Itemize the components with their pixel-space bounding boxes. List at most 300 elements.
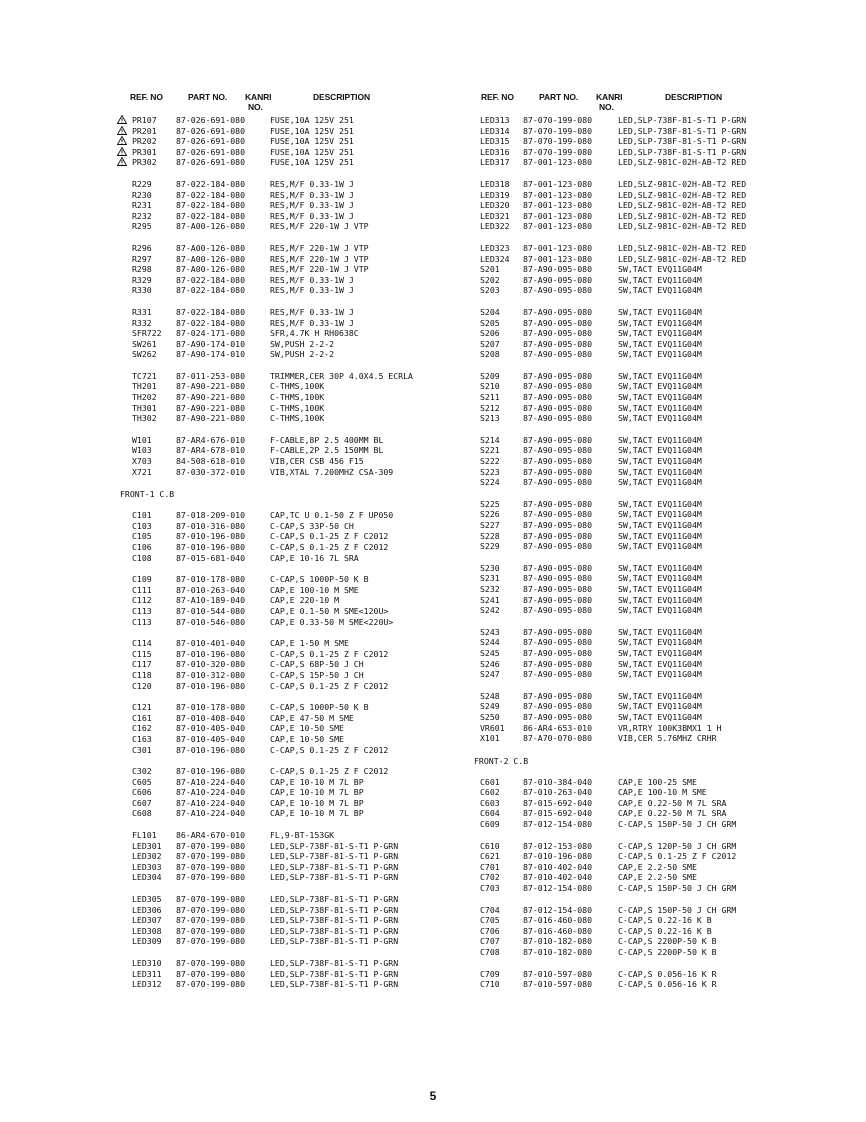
ref-no: S241 <box>480 594 500 605</box>
part-no: 87-010-405-040 <box>176 733 246 744</box>
description: C-CAP,S 0.1-25 Z F C2012 <box>270 766 389 777</box>
header-kanri: KANRI <box>596 92 623 102</box>
ref-no: R297 <box>132 253 152 264</box>
parts-row <box>108 542 438 553</box>
part-no: 87-016-460-080 <box>523 925 593 936</box>
parts-row <box>478 243 788 254</box>
ref-no: LED318 <box>480 178 510 189</box>
description: CAP,E 0.22-50 M 7L SRA <box>618 808 727 819</box>
ref-no: S243 <box>480 626 500 637</box>
description: RES,M/F 0.33-1W J <box>270 274 354 285</box>
section-heading: FRONT-2 C.B <box>474 755 529 766</box>
ref-no: C103 <box>132 520 152 531</box>
parts-group <box>478 691 788 744</box>
section-heading: FRONT-1 C.B <box>120 489 175 500</box>
parts-row <box>478 499 788 510</box>
description: LED,SLP-738F-81-S-T1 P-GRN <box>618 115 747 125</box>
ref-no: S228 <box>480 530 500 541</box>
parts-row <box>108 638 438 649</box>
part-no: 87-010-320-080 <box>176 659 246 670</box>
parts-row <box>108 681 438 692</box>
parts-group <box>478 969 788 990</box>
part-no: 87-010-597-080 <box>523 968 593 979</box>
description: CAP,E 10-10 M 7L BP <box>270 797 364 808</box>
description: SW,TACT EVQ11G04M <box>618 498 702 509</box>
ref-no: R295 <box>132 221 152 232</box>
ref-no: C120 <box>132 680 152 691</box>
ref-no: S229 <box>480 541 500 552</box>
parts-row <box>478 915 788 926</box>
part-no: 87-A90-221-080 <box>176 392 246 403</box>
description: CAP,E 10-16 7L SRA <box>270 552 359 563</box>
part-no: 87-022-184-080 <box>176 274 246 285</box>
parts-row <box>108 413 438 424</box>
part-no: 87-010-408-040 <box>176 712 246 723</box>
parts-row <box>478 723 788 734</box>
description: CAP,E 10-10 M 7L BP <box>270 808 364 819</box>
ref-no: C702 <box>480 872 500 883</box>
description: LED,SLZ-981C-02H-AB-T2 RED <box>618 210 747 221</box>
description: SW,TACT EVQ11G04M <box>618 530 702 541</box>
parts-row <box>478 926 788 937</box>
description: RES,M/F 0.33-1W J <box>270 306 354 317</box>
part-no: 87-070-199-080 <box>176 915 246 926</box>
description: C-CAP,S 0.1-25 Z F C2012 <box>270 542 389 552</box>
parts-row <box>478 777 788 788</box>
part-no: 87-A90-221-080 <box>176 402 246 413</box>
ref-no: S227 <box>480 520 500 530</box>
parts-row <box>478 669 788 680</box>
parts-row <box>478 318 788 329</box>
ref-no: LED307 <box>132 915 162 926</box>
description: RES,M/F 220-1W J VTP <box>270 264 369 275</box>
ref-no: S247 <box>480 669 500 680</box>
part-no: 87-070-199-080 <box>523 146 593 157</box>
parts-row <box>108 734 438 745</box>
ref-no: TH202 <box>132 392 157 403</box>
part-no: 87-A90-095-080 <box>523 328 593 339</box>
description: LED,SLP-738F-81-S-T1 P-GRN <box>270 979 399 990</box>
description: LED,SLP-738F-81-S-T1 P-GRN <box>270 872 399 883</box>
part-no: 87-010-196-080 <box>523 851 593 862</box>
ref-no: S231 <box>480 573 500 584</box>
ref-no: S205 <box>480 317 500 328</box>
part-no: 87-A90-095-080 <box>523 530 593 541</box>
part-no: 87-010-178-080 <box>176 702 246 713</box>
part-no: 87-A90-095-080 <box>523 264 593 275</box>
parts-row <box>108 211 438 222</box>
description: SW,TACT EVQ11G04M <box>618 349 702 360</box>
part-no: 87-026-691-080 <box>176 115 246 125</box>
parts-row <box>478 136 788 147</box>
description: CAP,E 10-10 M 7L BP <box>270 776 364 787</box>
parts-row <box>478 126 788 137</box>
parts-row <box>478 969 788 980</box>
ref-no: LED306 <box>132 904 162 915</box>
part-no: 87-010-401-040 <box>176 638 246 649</box>
part-no: 87-001-123-080 <box>523 200 593 211</box>
right-parts-list <box>474 115 788 990</box>
left-table-header <box>108 89 438 115</box>
ref-no: R298 <box>132 264 152 275</box>
description: SW,TACT EVQ11G04M <box>618 541 702 552</box>
description: RES,M/F 0.33-1W J <box>270 210 354 221</box>
ref-no: S225 <box>480 498 500 509</box>
description: SW,TACT EVQ11G04M <box>618 413 702 424</box>
ref-no: C117 <box>132 659 152 670</box>
parts-row <box>108 808 438 819</box>
description: CAP,E 10-50 SME <box>270 723 344 734</box>
description: FL,9-BT-153GK <box>270 830 335 841</box>
ref-no: C707 <box>480 936 500 947</box>
part-no: 87-022-184-080 <box>176 178 246 189</box>
parts-group <box>108 894 438 947</box>
ref-no: S221 <box>480 445 500 456</box>
ref-no: S214 <box>480 434 500 445</box>
part-no: 87-A90-095-080 <box>523 711 593 722</box>
ref-no: C703 <box>480 883 500 894</box>
description: SFR,4.7K H RH0638C <box>270 328 359 339</box>
parts-row <box>478 147 788 158</box>
parts-group <box>478 371 788 424</box>
parts-row <box>108 115 438 126</box>
ref-no: C105 <box>132 531 152 542</box>
part-no: 87-010-546-080 <box>176 616 246 627</box>
parts-row <box>108 318 438 329</box>
part-no: 87-001-123-080 <box>523 189 593 200</box>
parts-row <box>478 819 788 830</box>
ref-no: LED302 <box>132 851 162 862</box>
part-no: 87-001-123-080 <box>523 253 593 264</box>
description: C-CAP,S 33P-50 CH <box>270 520 354 531</box>
description: SW,TACT EVQ11G04M <box>618 477 702 488</box>
ref-no: S244 <box>480 637 500 648</box>
part-no: 87-022-184-080 <box>176 200 246 211</box>
description: FUSE,10A 125V 251 <box>270 125 354 136</box>
parts-row <box>478 254 788 265</box>
parts-row <box>478 595 788 606</box>
part-no: 87-A90-095-080 <box>523 541 593 552</box>
part-no: 87-010-196-080 <box>176 680 246 691</box>
parts-row <box>108 371 438 382</box>
part-no: 87-010-316-080 <box>176 520 246 531</box>
header-kanri-no: NO. <box>599 102 614 112</box>
description: C-CAP,S 0.1-25 Z F C2012 <box>270 648 389 659</box>
part-no: 87-026-691-080 <box>176 136 246 147</box>
description: SW,TACT EVQ11G04M <box>618 264 702 275</box>
description: LED,SLZ-981C-02H-AB-T2 RED <box>618 242 747 253</box>
parts-row <box>478 190 788 201</box>
description: CAP,E 1-50 M SME <box>270 638 349 649</box>
part-no: 87-A90-095-080 <box>523 413 593 424</box>
description: SW,TACT EVQ11G04M <box>618 637 702 648</box>
parts-row <box>478 659 788 670</box>
ref-no: C606 <box>132 787 152 798</box>
parts-group <box>478 841 788 894</box>
ref-no: LED324 <box>480 253 510 264</box>
part-no: 87-A10-189-040 <box>176 595 246 606</box>
parts-row <box>478 648 788 659</box>
ref-no: W101 <box>132 434 152 445</box>
description: SW,TACT EVQ11G04M <box>618 594 702 605</box>
ref-no: R229 <box>132 178 152 189</box>
parts-row <box>108 574 438 585</box>
parts-row <box>108 670 438 681</box>
parts-row <box>478 733 788 744</box>
ref-no: R329 <box>132 274 152 285</box>
ref-no: SW261 <box>132 338 157 349</box>
parts-group <box>108 702 438 755</box>
ref-no: C112 <box>132 595 152 606</box>
ref-no: S202 <box>480 274 500 285</box>
description: LED,SLP-738F-81-S-T1 P-GRN <box>270 968 399 979</box>
parts-group <box>478 777 788 830</box>
parts-group <box>478 435 788 488</box>
parts-row <box>108 926 438 937</box>
parts-group <box>108 766 438 819</box>
ref-no: X101 <box>480 733 500 744</box>
parts-row <box>478 211 788 222</box>
ref-no: LED316 <box>480 146 510 157</box>
description: CAP,E 2.2-50 SME <box>618 872 697 883</box>
parts-row <box>478 851 788 862</box>
part-no: 87-010-178-080 <box>176 574 246 585</box>
description: SW,TACT EVQ11G04M <box>618 338 702 349</box>
ref-no: VR601 <box>480 722 505 733</box>
description: RES,M/F 0.33-1W J <box>270 189 354 200</box>
ref-no: LED323 <box>480 242 510 253</box>
ref-no: C710 <box>480 979 500 990</box>
part-no: 87-010-597-080 <box>523 979 593 990</box>
right-parts-column <box>474 89 788 1001</box>
part-no: 87-001-123-080 <box>523 210 593 221</box>
part-no: 87-018-209-010 <box>176 510 246 521</box>
parts-group <box>478 179 788 232</box>
description: LED,SLP-738F-81-S-T1 P-GRN <box>270 915 399 926</box>
description: LED,SLP-738F-81-S-T1 P-GRN <box>618 146 747 157</box>
part-no: 87-012-154-080 <box>523 883 593 894</box>
description: C-CAP,S 0.22-16 K B <box>618 915 712 926</box>
description: SW,TACT EVQ11G04M <box>618 456 702 467</box>
description: CAP,E 0.1-50 M SME<120U> <box>270 605 389 616</box>
parts-row <box>108 254 438 265</box>
parts-row <box>478 979 788 990</box>
ref-no: R230 <box>132 189 152 200</box>
ref-no: S208 <box>480 349 500 360</box>
description: LED,SLZ-981C-02H-AB-T2 RED <box>618 253 747 264</box>
parts-row <box>108 147 438 158</box>
left-parts-list <box>108 115 438 990</box>
description: CAP,E 2.2-50 SME <box>618 861 697 872</box>
description: RES,M/F 220-1W J VTP <box>270 242 369 253</box>
parts-row <box>108 445 438 456</box>
parts-row <box>478 115 788 126</box>
parts-row <box>108 403 438 414</box>
parts-row <box>108 585 438 596</box>
parts-row <box>108 862 438 873</box>
parts-row <box>478 841 788 852</box>
description: SW,TACT EVQ11G04M <box>618 605 702 616</box>
part-no: 87-A90-095-080 <box>523 669 593 680</box>
part-no: 84-508-618-010 <box>176 456 246 467</box>
parts-row <box>108 467 438 478</box>
description: LED,SLZ-981C-02H-AB-T2 RED <box>618 200 747 211</box>
parts-row <box>478 477 788 488</box>
description: C-CAP,S 150P-50 J CH GRM <box>618 819 737 830</box>
ref-no: C704 <box>480 904 500 915</box>
parts-row <box>478 179 788 190</box>
description: VIB,CER 5.76MHZ CRHR <box>618 733 717 744</box>
parts-row <box>478 445 788 456</box>
ref-no: LED320 <box>480 200 510 211</box>
ref-no: C609 <box>480 819 500 830</box>
part-no: 87-070-199-080 <box>523 125 593 136</box>
header-ref-no: REF. NO <box>481 92 514 102</box>
part-no: 87-010-402-040 <box>523 861 593 872</box>
ref-no: SFR722 <box>132 328 162 339</box>
description: C-CAP,S 1000P-50 K B <box>270 702 369 713</box>
ref-no: C603 <box>480 797 500 808</box>
description: LED,SLP-738F-81-S-T1 P-GRN <box>270 851 399 862</box>
part-no: 87-026-691-080 <box>176 146 246 157</box>
description: LED,SLP-738F-81-S-T1 P-GRN <box>618 125 747 136</box>
part-no: 87-015-692-040 <box>523 797 593 808</box>
ref-no: C607 <box>132 797 152 808</box>
part-no: 87-A90-095-080 <box>523 594 593 605</box>
ref-no: C602 <box>480 787 500 798</box>
description: SW,TACT EVQ11G04M <box>618 690 702 701</box>
part-no: 87-070-199-080 <box>176 936 246 947</box>
part-no: 87-026-691-080 <box>176 125 246 136</box>
ref-no: LED309 <box>132 936 162 947</box>
part-no: 87-016-460-080 <box>523 915 593 926</box>
parts-row <box>478 264 788 275</box>
parts-row <box>478 371 788 382</box>
parts-row <box>478 435 788 446</box>
parts-row <box>108 659 438 670</box>
header-kanri: KANRI <box>245 92 272 102</box>
description: SW,TACT EVQ11G04M <box>618 274 702 285</box>
parts-row <box>108 936 438 947</box>
ref-no: LED308 <box>132 925 162 936</box>
description: LED,SLP-738F-81-S-T1 P-GRN <box>270 894 399 905</box>
ref-no: R232 <box>132 210 152 221</box>
parts-row <box>108 872 438 883</box>
description: SW,TACT EVQ11G04M <box>618 381 702 392</box>
description: SW,TACT EVQ11G04M <box>618 509 702 520</box>
description: FUSE,10A 125V 251 <box>270 157 354 168</box>
part-no: 87-010-384-040 <box>523 776 593 787</box>
part-no: 87-A90-095-080 <box>523 477 593 488</box>
header-description: DESCRIPTION <box>665 92 722 102</box>
part-no: 87-A90-095-080 <box>523 381 593 392</box>
description: LED,SLZ-981C-02H-AB-T2 RED <box>618 157 747 168</box>
description: SW,TACT EVQ11G04M <box>618 392 702 403</box>
ref-no: C101 <box>132 510 152 521</box>
part-no: 87-A90-095-080 <box>523 573 593 584</box>
part-no: 86-AR4-653-010 <box>523 722 593 733</box>
description: FUSE,10A 125V 251 <box>270 115 354 125</box>
description: C-THMS,100K <box>270 402 325 413</box>
ref-no: LED314 <box>480 125 510 136</box>
description: FUSE,10A 125V 251 <box>270 146 354 157</box>
parts-row <box>478 467 788 478</box>
part-no: 87-A90-174-010 <box>176 349 246 360</box>
parts-row <box>108 787 438 798</box>
description: FUSE,10A 125V 251 <box>270 136 354 147</box>
parts-row <box>108 649 438 660</box>
ref-no: LED312 <box>132 979 162 990</box>
ref-no: SW262 <box>132 349 157 360</box>
parts-row <box>478 456 788 467</box>
part-no: 87-070-199-080 <box>176 861 246 872</box>
part-no: 87-A90-095-080 <box>523 306 593 317</box>
ref-no: PR301 <box>132 146 157 157</box>
header-part-no: PART NO. <box>539 92 579 102</box>
part-no: 87-A00-126-080 <box>176 253 246 264</box>
ref-no: S204 <box>480 306 500 317</box>
part-no: 87-AR4-676-010 <box>176 434 246 445</box>
ref-no: C161 <box>132 712 152 723</box>
description: C-CAP,S 2200P-50 K B <box>618 947 717 957</box>
parts-row <box>108 243 438 254</box>
ref-no: S223 <box>480 466 500 477</box>
description: SW,PUSH 2-2-2 <box>270 338 335 349</box>
description: SW,TACT EVQ11G04M <box>618 626 702 637</box>
part-no: 87-AR4-678-010 <box>176 445 246 456</box>
part-no: 87-001-123-080 <box>523 242 593 253</box>
parts-row <box>108 745 438 756</box>
header-ref-no: REF. NO <box>130 92 163 102</box>
part-no: 87-010-544-080 <box>176 605 246 616</box>
part-no: 87-A90-095-080 <box>523 402 593 413</box>
parts-row <box>478 349 788 360</box>
part-no: 87-070-199-080 <box>523 136 593 147</box>
description: SW,TACT EVQ11G04M <box>618 328 702 339</box>
part-no: 87-A90-095-080 <box>523 647 593 658</box>
description: LED,SLZ-981C-02H-AB-T2 RED <box>618 189 747 200</box>
parts-row <box>108 510 438 521</box>
parts-row <box>478 701 788 712</box>
ref-no: PR202 <box>132 136 157 147</box>
ref-no: C163 <box>132 733 152 744</box>
parts-row <box>108 126 438 137</box>
part-no: 87-A90-095-080 <box>523 445 593 456</box>
parts-group <box>478 905 788 958</box>
part-no: 87-A90-221-080 <box>176 413 246 424</box>
parts-row <box>108 979 438 990</box>
ref-no: PR201 <box>132 125 157 136</box>
ref-no: S232 <box>480 583 500 594</box>
description: VR,RTRY 100K3BMX1 1 H <box>618 722 722 733</box>
part-no: 87-A90-095-080 <box>523 637 593 648</box>
ref-no: LED315 <box>480 136 510 147</box>
part-no: 87-010-182-080 <box>523 936 593 947</box>
parts-group <box>108 115 438 168</box>
ref-no: LED317 <box>480 157 510 168</box>
part-no: 87-015-692-040 <box>523 808 593 819</box>
ref-no: R330 <box>132 285 152 296</box>
part-no: 87-015-681-040 <box>176 552 246 563</box>
parts-group <box>478 115 788 168</box>
parts-group <box>108 179 438 232</box>
description: CAP,E 220-10 M <box>270 595 340 606</box>
description: RES,M/F 0.33-1W J <box>270 317 354 328</box>
ref-no: C605 <box>132 776 152 787</box>
ref-no: S230 <box>480 562 500 573</box>
description: C-CAP,S 1000P-50 K B <box>270 574 369 585</box>
parts-row <box>108 179 438 190</box>
